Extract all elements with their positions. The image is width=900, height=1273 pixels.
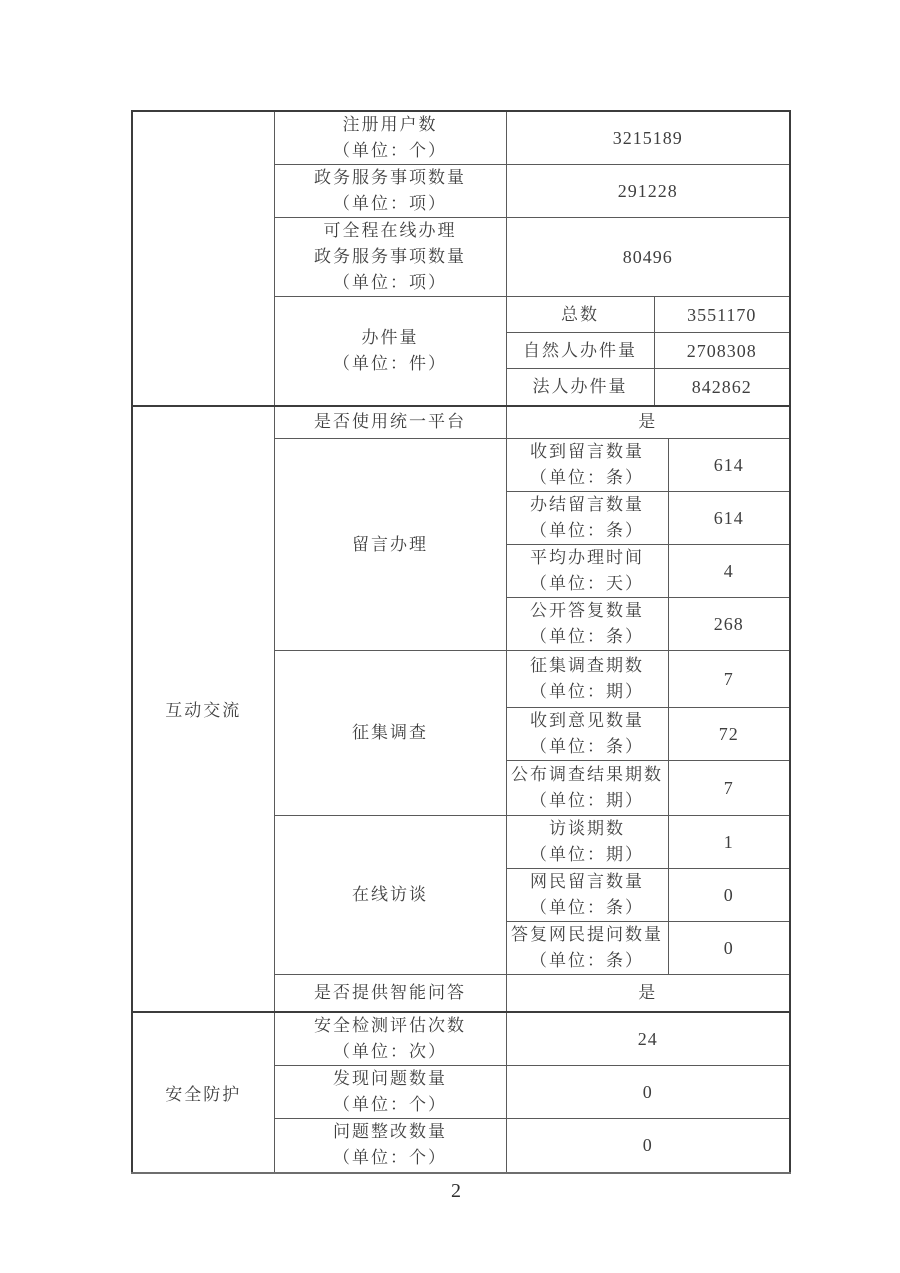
sub-label-line: 公布调查结果期数 xyxy=(511,765,663,784)
unit-line: （单位：期） xyxy=(530,682,644,701)
sub-label-line: 收到意见数量 xyxy=(530,711,644,730)
metric-value: 72 xyxy=(718,724,739,744)
smart-qa-label-cell xyxy=(274,975,506,1012)
metric-value: 842862 xyxy=(691,376,752,397)
interview-periods-value-cell xyxy=(668,816,790,869)
label-line: 问题整改数量 xyxy=(333,1122,447,1142)
unit-line: （单位：个） xyxy=(333,1094,447,1114)
netizen-messages-label-cell xyxy=(506,869,668,922)
public-replies-value-cell xyxy=(668,598,790,651)
metric-value: 是 xyxy=(638,982,658,1002)
sub-label-line: 平均办理时间 xyxy=(530,548,644,567)
sub-label-line: 访谈期数 xyxy=(549,819,625,838)
metric-value: 0 xyxy=(642,1135,653,1156)
unit-line: （单位：次） xyxy=(333,1041,447,1061)
unified-platform-label-cell xyxy=(274,406,506,439)
metric-value: 7 xyxy=(723,778,734,798)
metric-value: 0 xyxy=(723,885,734,905)
sub-label-line: 自然人办件量 xyxy=(523,340,637,360)
metric-value: 4 xyxy=(723,561,734,581)
unit-line: （单位：个） xyxy=(333,1148,447,1168)
unit-line: （单位：条） xyxy=(530,521,644,540)
registered-users-label-cell xyxy=(274,111,506,165)
label-line: 安全检测评估次数 xyxy=(314,1015,466,1035)
label-line: 是否提供智能问答 xyxy=(314,982,466,1002)
unit-line: （单位：条） xyxy=(530,627,644,646)
transactions-total-value-cell xyxy=(654,297,790,333)
smart-qa-value-cell xyxy=(506,975,790,1012)
messages-completed-label-cell xyxy=(506,492,668,545)
sub-label-line: 网民留言数量 xyxy=(530,872,644,891)
metric-value: 3551170 xyxy=(687,304,757,325)
category-cell-security xyxy=(132,1012,274,1174)
metric-value: 1 xyxy=(723,832,734,852)
survey-opinions-value-cell xyxy=(668,708,790,761)
issues-fixed-label-cell xyxy=(274,1118,506,1173)
sub-label-line: 总数 xyxy=(561,304,599,324)
unit-line: （单位：项） xyxy=(333,194,447,213)
metric-value: 0 xyxy=(642,1081,653,1102)
metric-value: 291228 xyxy=(617,181,678,201)
security-assessments-label-cell xyxy=(274,1012,506,1066)
metric-value: 0 xyxy=(723,938,734,958)
issues-found-value-cell xyxy=(506,1065,790,1118)
metric-value: 是 xyxy=(638,412,658,432)
survey-opinions-label-cell xyxy=(506,708,668,761)
sub-label-line: 公开答复数量 xyxy=(530,601,644,620)
unit-line: （单位：件） xyxy=(333,353,447,373)
label-line: 政务服务事项数量 xyxy=(314,247,466,266)
interview-label-cell xyxy=(274,816,506,975)
survey-results-value-cell xyxy=(668,761,790,816)
transactions-total-label-cell xyxy=(506,297,654,333)
government-site-report-table xyxy=(131,110,791,1174)
survey-results-label-cell xyxy=(506,761,668,816)
message-handling-label-cell xyxy=(274,439,506,651)
sub-label-line: 征集调查期数 xyxy=(530,656,644,675)
online-service-items-value-cell xyxy=(506,218,790,297)
sub-label-line: 办结留言数量 xyxy=(530,495,644,514)
transactions-individual-value-cell xyxy=(654,333,790,369)
metric-value: 80496 xyxy=(622,247,673,267)
category-label: 互动交流 xyxy=(165,701,242,720)
metric-value: 3215189 xyxy=(612,128,683,148)
unit-line: （单位：期） xyxy=(530,791,644,810)
unit-line: （单位：个） xyxy=(333,141,447,160)
metric-value: 614 xyxy=(713,508,744,528)
avg-handling-time-label-cell xyxy=(506,545,668,598)
label-line: 注册用户数 xyxy=(342,115,438,134)
category-cell-continued xyxy=(132,111,274,406)
label-line: 留言办理 xyxy=(352,534,428,554)
sub-label-line: 法人办件量 xyxy=(532,376,628,396)
metric-value: 7 xyxy=(723,669,734,689)
metric-value: 614 xyxy=(713,455,744,475)
online-service-items-label-cell xyxy=(274,218,506,297)
category-label: 安全防护 xyxy=(165,1084,242,1104)
metric-value: 268 xyxy=(713,614,744,634)
issues-fixed-value-cell xyxy=(506,1118,790,1173)
registered-users-value-cell xyxy=(506,111,790,165)
metric-value: 2708308 xyxy=(686,340,757,361)
unit-line: （单位：条） xyxy=(530,737,644,756)
messages-received-value-cell xyxy=(668,439,790,492)
sub-label-line: 答复网民提问数量 xyxy=(511,925,663,944)
label-line: 发现问题数量 xyxy=(333,1068,447,1088)
survey-periods-value-cell xyxy=(668,651,790,708)
messages-received-label-cell xyxy=(506,439,668,492)
label-line: 征集调查 xyxy=(352,723,428,742)
unit-line: （单位：条） xyxy=(530,898,644,917)
label-line: 是否使用统一平台 xyxy=(314,412,466,432)
transactions-legal-value-cell xyxy=(654,369,790,406)
unit-line: （单位：条） xyxy=(530,468,644,487)
unified-platform-value-cell xyxy=(506,406,790,439)
page-number: 2 xyxy=(451,1180,461,1202)
sub-label-line: 收到留言数量 xyxy=(530,442,644,461)
label-line: 办件量 xyxy=(361,327,419,347)
netizen-replies-label-cell xyxy=(506,922,668,975)
security-assessments-value-cell xyxy=(506,1012,790,1066)
label-line: 在线访谈 xyxy=(352,885,428,904)
transactions-label-cell xyxy=(274,297,506,406)
label-line: 政务服务事项数量 xyxy=(314,168,466,187)
survey-periods-label-cell xyxy=(506,651,668,708)
label-line: 可全程在线办理 xyxy=(323,221,457,240)
metric-value: 24 xyxy=(637,1028,658,1049)
unit-line: （单位：天） xyxy=(530,574,644,593)
messages-completed-value-cell xyxy=(668,492,790,545)
avg-handling-time-value-cell xyxy=(668,545,790,598)
category-cell-interaction xyxy=(132,406,274,1012)
survey-label-cell xyxy=(274,651,506,816)
netizen-messages-value-cell xyxy=(668,869,790,922)
public-replies-label-cell xyxy=(506,598,668,651)
service-items-value-cell xyxy=(506,165,790,218)
issues-found-label-cell xyxy=(274,1065,506,1118)
transactions-legal-label-cell xyxy=(506,369,654,406)
service-items-label-cell xyxy=(274,165,506,218)
netizen-replies-value-cell xyxy=(668,922,790,975)
unit-line: （单位：期） xyxy=(530,845,644,864)
interview-periods-label-cell xyxy=(506,816,668,869)
unit-line: （单位：条） xyxy=(530,951,644,970)
unit-line: （单位：项） xyxy=(333,273,447,292)
transactions-individual-label-cell xyxy=(506,333,654,369)
